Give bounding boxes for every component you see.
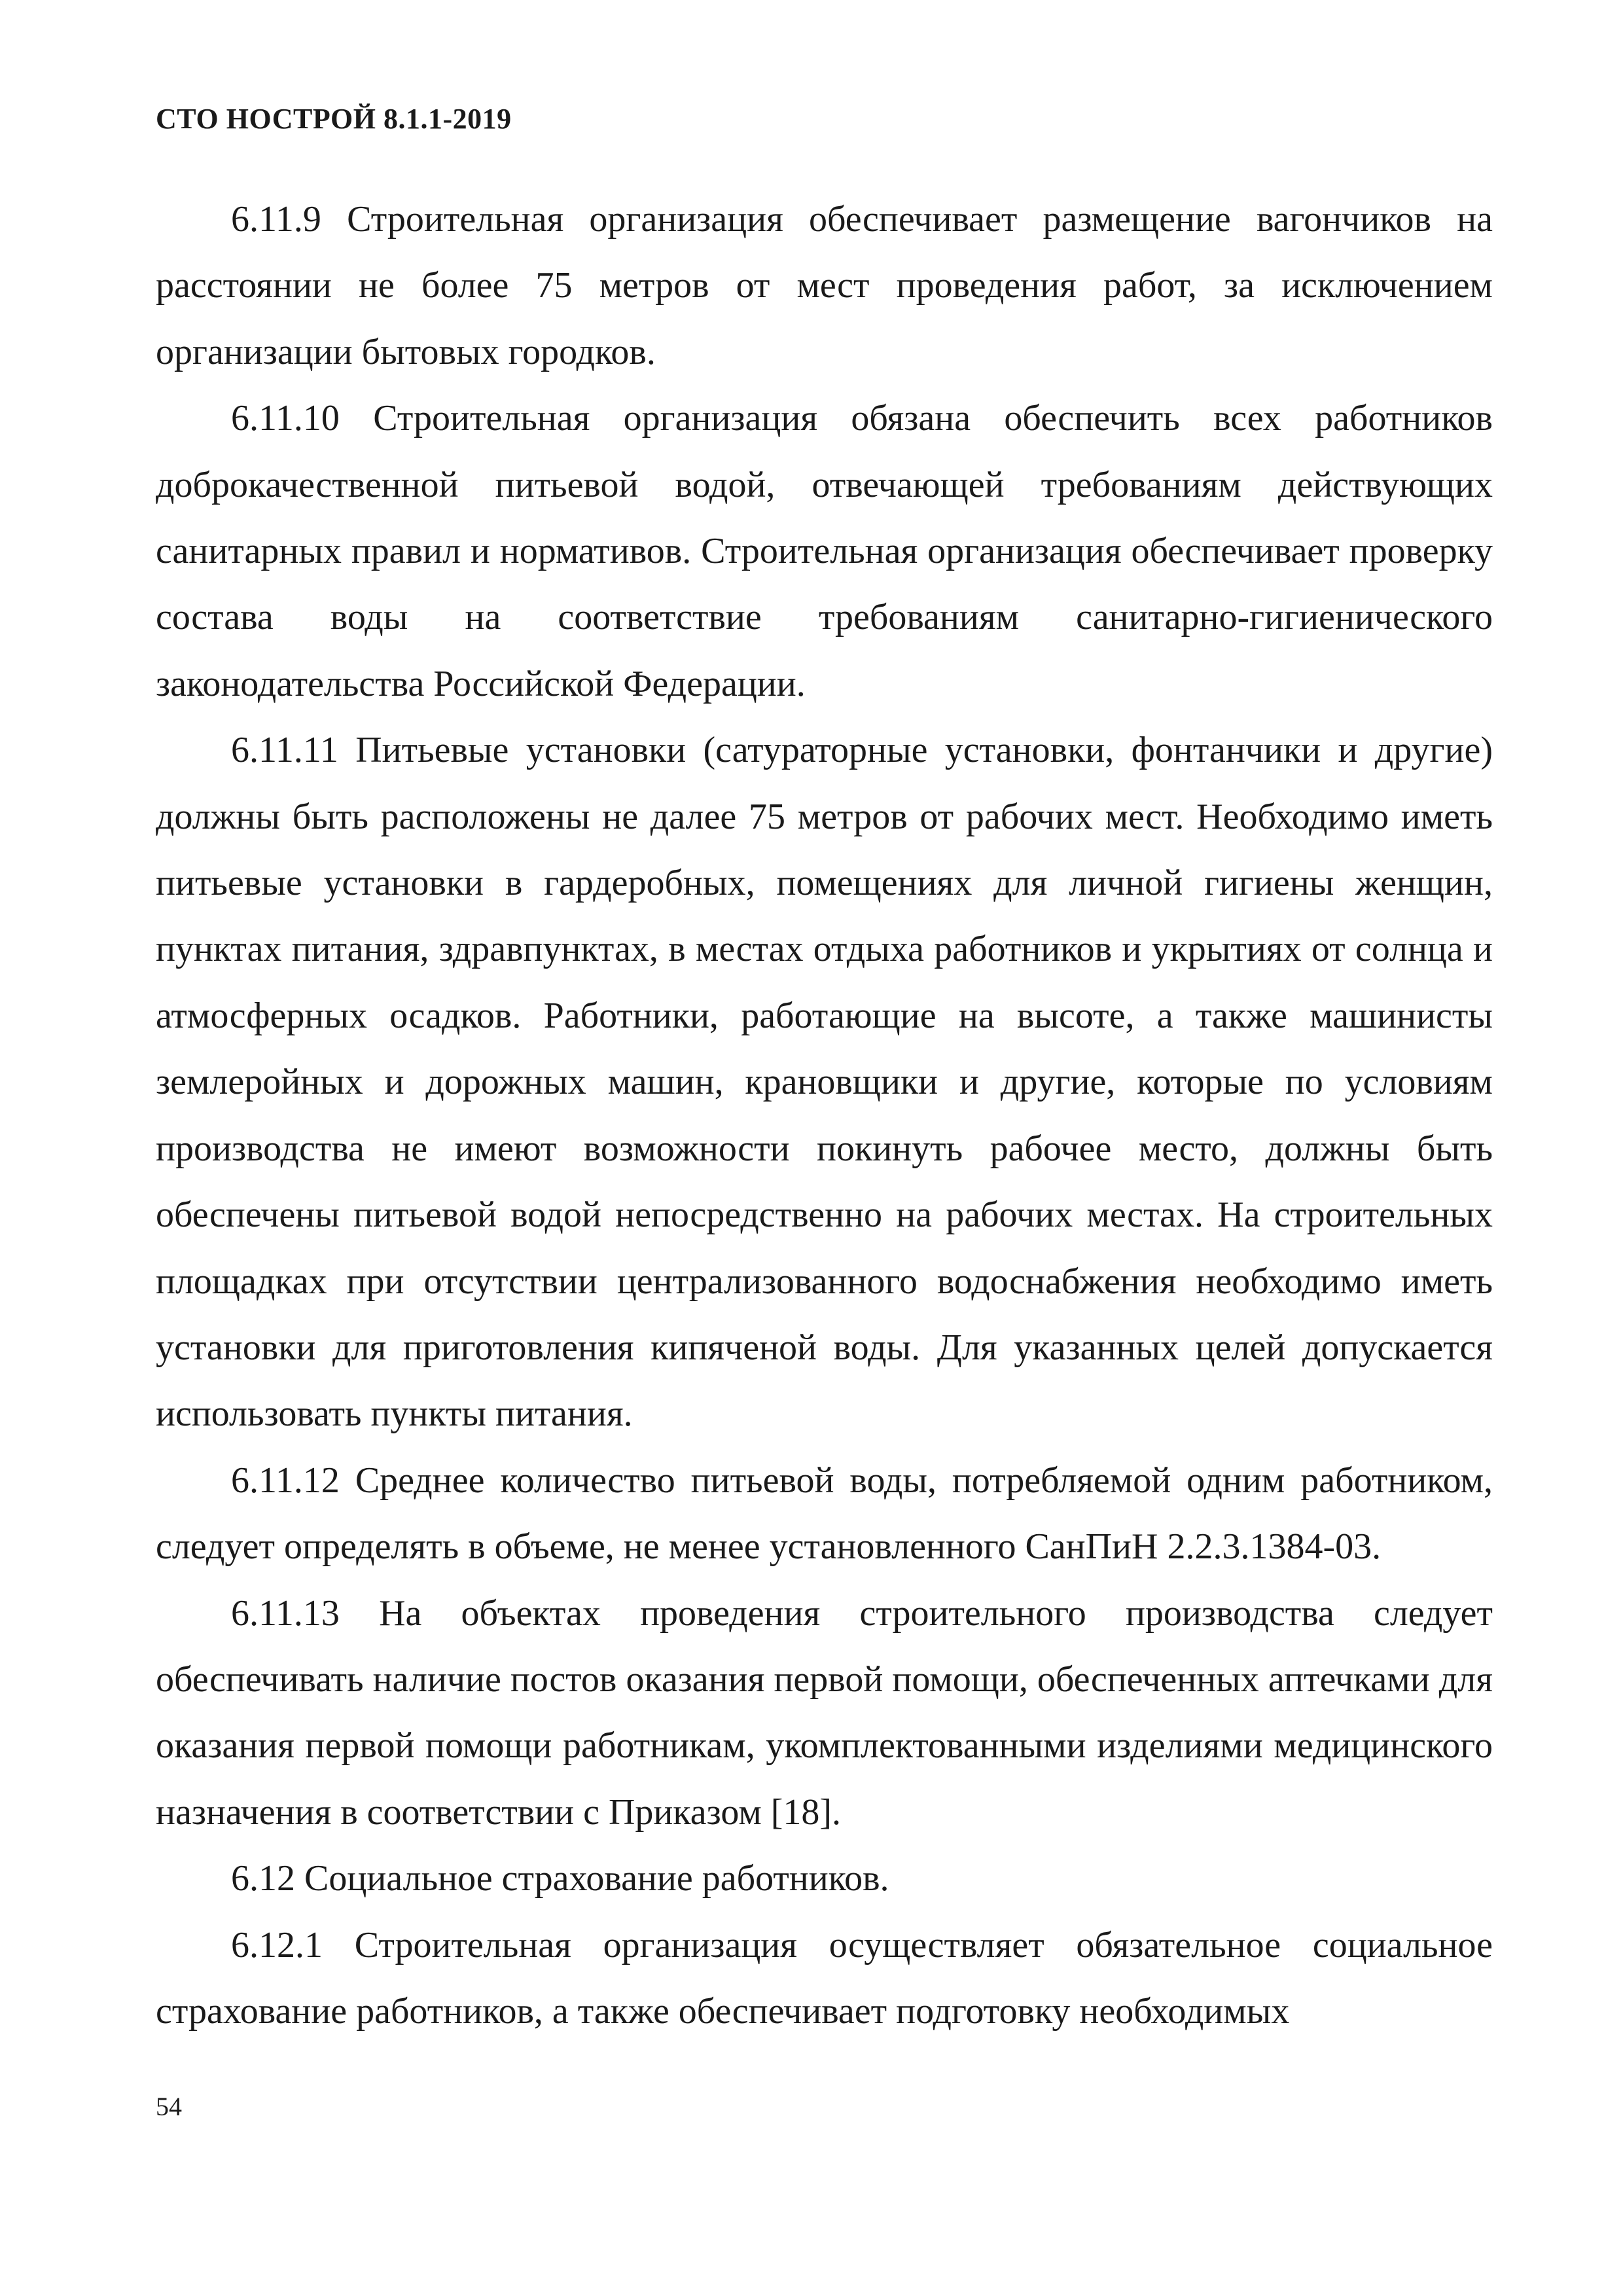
paragraph-6-11-10: 6.11.10 Строительная организация обязана обеспечить всех работников доброкачественной питьевой водой, отвечающей требованиям действующих санитарных правил и нормативов. Строительная организация обеспечивает проверку состава воды на соответствие требованиям санитарно-гигиенического законодательства Российской Федерации. xyxy=(156,398,1493,704)
paragraph-6-12-1: 6.12.1 Строительная организация осуществляет обязательное социальное страхование работников, а также обеспечивает подготовку необходимых xyxy=(156,1924,1493,2032)
document-header: СТО НОСТРОЙ 8.1.1-2019 xyxy=(156,103,512,135)
paragraph-6-11-9: 6.11.9 Строительная организация обеспечивает размещение вагончиков на расстоянии не более 75 метров от мест проведения работ, за исключением организации бытовых городков. xyxy=(156,199,1493,372)
paragraph-6-11-11: 6.11.11 Питьевые установки (сатураторные установки, фонтанчики и другие) должны быть расположены не далее 75 метров от рабочих мест. Необходимо иметь питьевые установки в гардеробных, помещениях для личной гигиены женщин, пунктах питания, здравпунктах, в местах отдыха работников и укрытиях от солнца и атмосферных осадков. Работники, работающие на высоте, а также машинисты землеройных и дорожных машин, крановщики и другие, которые по условиям производства не имеют возможности покинуть рабочее место, должны быть обеспечены питьевой водой непосредственно на рабочих местах. На строительных площадках при отсутствии централизованного водоснабжения необходимо иметь установки для приготовления кипяченой воды. Для указанных целей допускается использовать пункты питания. xyxy=(156,730,1493,1435)
paragraph-6-11-12: 6.11.12 Среднее количество питьевой воды, потребляемой одним работником, следует определять в объеме, не менее установленного СанПиН 2.2.3.1384-03. xyxy=(156,1460,1493,1568)
document-body xyxy=(156,187,1493,2045)
paragraph-6-11-13: 6.11.13 На объектах проведения строительного производства следует обеспечивать наличие постов оказания первой помощи, обеспеченных аптечками для оказания первой помощи работникам, укомплектованными изделиями медицинского назначения в соответствии с Приказом [18]. xyxy=(156,1592,1493,1833)
page-number: 54 xyxy=(156,2092,182,2121)
section-heading-6-12: 6.12 Социальное страхование работников. xyxy=(231,1858,889,1899)
